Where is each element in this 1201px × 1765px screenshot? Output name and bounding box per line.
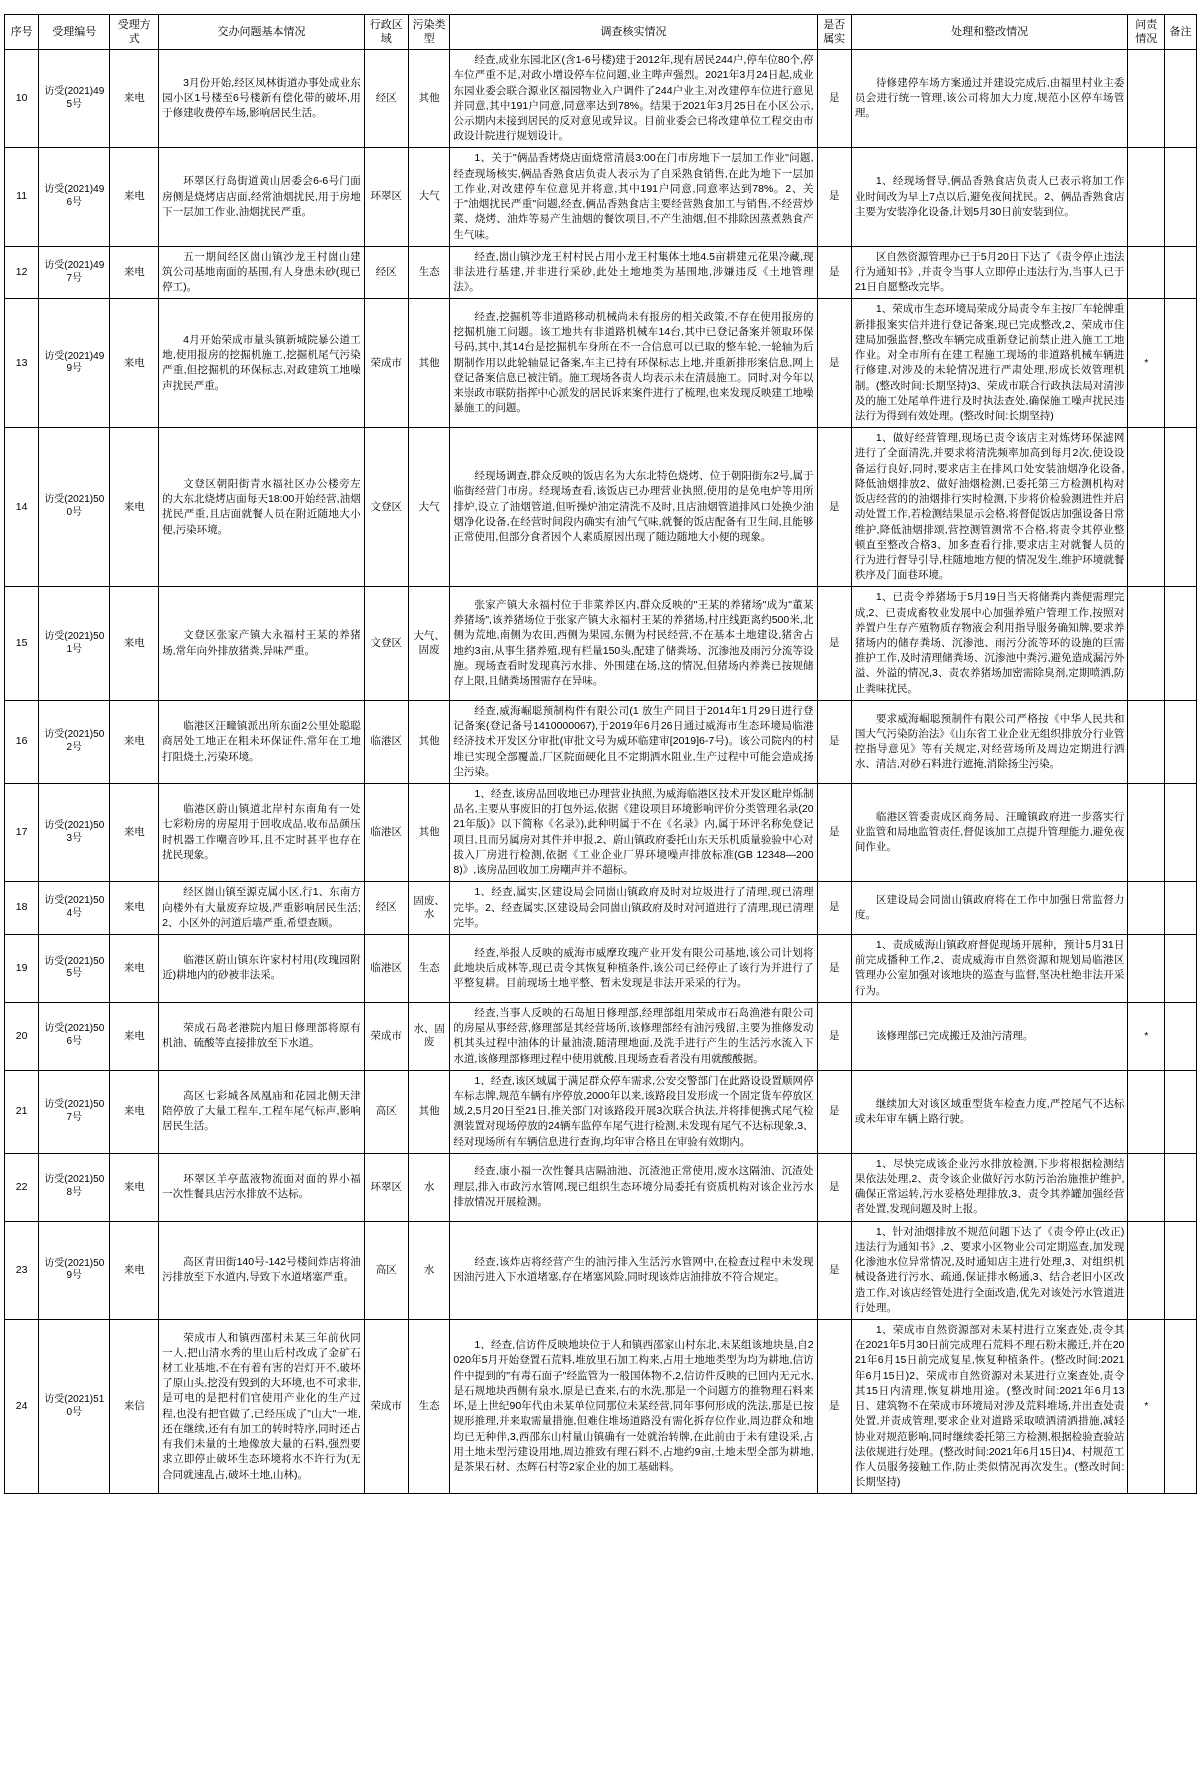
cell-accountability <box>1128 784 1165 882</box>
cell-accept-way: 来电 <box>110 1002 159 1070</box>
cell-is-true: 是 <box>817 934 851 1002</box>
cell-case-summary: 3月份开始,经区凤林街道办事处成业东园小区1号楼至6号楼新有偿化带的破坏,用于修建收费停车场,影响居民生活。 <box>159 50 365 148</box>
cell-accept-no: 访受(2021)495号 <box>39 50 110 148</box>
cell-accountability: * <box>1128 299 1165 428</box>
cell-district: 经区 <box>364 246 408 299</box>
cell-district: 文登区 <box>364 428 408 587</box>
cell-investigation: 经查,崮山镇沙龙王村村民占用小龙王村集体土地4.5亩耕建元花果冷藏,现非法进行基建,并非进行采砂,此处土地地类为基围地,涉嫌违反《土地管理法》。 <box>450 246 817 299</box>
cell-accept-way: 来电 <box>110 934 159 1002</box>
column-header-case-summary: 交办问题基本情况 <box>159 15 365 50</box>
cell-case-summary: 文登区朝阳街青水福社区办公楼旁左的大东北烧烤店面每天18:00开始经营,油烟扰民严重,且店面就餐人员在附近随地大小便,污染环境。 <box>159 428 365 587</box>
cell-district: 环翠区 <box>364 1153 408 1221</box>
cell-handling: 1、做好经营管理,现场已责令该店主对炼烤环保滤网进行了全面清洗,并要求将清洗频率加高到每月2次,使设设备运行良好,同时,要求店主在排风口处安装油烟净化设备,降低油烟排放2、做好油烟检测,已委托第三方检测机构对饭店经营的的油烟排行实时检测,下步将价检验测进性并启动处置工作,若检测结果显示会格,将督促饭店加强设备日常维护,降低油烟排颂,营控测管测常不合格,将责令其停业整顿直至整改合格3、加多查看行排,要求店主对就餐人员的行为进行督导引导,柱随地地方便的情况发生,维护环境就餐秩序及门面巷环境。 <box>851 428 1128 587</box>
cell-handling: 该修理部已完成搬迁及油污清理。 <box>851 1002 1128 1070</box>
column-header-is-true: 是否属实 <box>817 15 851 50</box>
cell-accountability <box>1128 934 1165 1002</box>
cell-handling: 临港区管委责成区商务局、汪疃镇政府进一步落实行业监管和局地监管责任,督促该加工点提升管理能力,避免夜间作业。 <box>851 784 1128 882</box>
cell-note <box>1165 587 1197 701</box>
cell-is-true: 是 <box>817 784 851 882</box>
cell-is-true: 是 <box>817 1070 851 1153</box>
cell-handling: 1、针对油烟排放不规范问题下达了《责令停止(改正)违法行为通知书》,2、要求小区物业公司定期巡查,加发现化渗池水位异常情况,及时通知店主进行处理,3、对组织机械设备进行污水、疏通,保证排水畅通,3、结合老旧小区改造工作,对该店经管处进行全面改造,优先对该处污水管道进行处理。 <box>851 1221 1128 1319</box>
cell-accept-no: 访受(2021)504号 <box>39 882 110 935</box>
cell-accountability <box>1128 148 1165 246</box>
cell-is-true: 是 <box>817 1221 851 1319</box>
column-header-investigation: 调查核实情况 <box>450 15 817 50</box>
cell-accept-way: 来电 <box>110 1153 159 1221</box>
cell-case-summary: 临港区蔚山镇道北岸村东南角有一处七彩粉房的房屋用于回收成品,收布品颜压时机器工作嘲音吵耳,且不定时甚平也存在扰民现象。 <box>159 784 365 882</box>
cell-accept-no: 访受(2021)510号 <box>39 1320 110 1494</box>
cell-accept-no: 访受(2021)502号 <box>39 700 110 783</box>
cell-is-true: 是 <box>817 882 851 935</box>
cell-handling: 继续加大对该区域重型货车检查力度,严控尾气不达标或未年审车辆上路行驶。 <box>851 1070 1128 1153</box>
cell-is-true: 是 <box>817 246 851 299</box>
cell-pollution-type: 其他 <box>408 299 450 428</box>
cell-note <box>1165 882 1197 935</box>
cell-handling: 待修建停车场方案通过并建设完成后,由福里村业主委员会进行统一管理,该公司将加大力度,规范小区停车场管理。 <box>851 50 1128 148</box>
cell-note <box>1165 148 1197 246</box>
cell-handling: 要求威海崛聪预制件有限公司严格按《中华人民共和国大气污染防治法》《山东省工业企业无组织排放分行业管控指导意见》等有关规定,对经营场所及周边定期进行洒水、清洁,对砂石料进行遮掩,消除扬尘污染。 <box>851 700 1128 783</box>
cell-accountability <box>1128 50 1165 148</box>
cell-accept-way: 来电 <box>110 1070 159 1153</box>
table-row <box>5 587 1197 701</box>
cell-handling: 区自然资源管理办已于5月20日下达了《责令停止违法行为通知书》,并责令当事人立即停止违法行为,当事人已于21日自愿整改完毕。 <box>851 246 1128 299</box>
cell-is-true: 是 <box>817 1002 851 1070</box>
table-row <box>5 700 1197 783</box>
cell-pollution-type: 生态 <box>408 1320 450 1494</box>
cell-seq: 21 <box>5 1070 39 1153</box>
cell-accountability <box>1128 587 1165 701</box>
cell-seq: 17 <box>5 784 39 882</box>
column-header-seq: 序号 <box>5 15 39 50</box>
cell-investigation: 1、经查,该区域属于满足群众停车需求,公安交警部门在此路设设置顺网停车标志牌,规范车辆有序停放,2000年以来,该路段目发形成一个固定货车停放区域,2,5月20日至21日,推关部门对该路段开展3次联合执法,并将排便携式尾气检测装置对现场停放的24辆车监停车尾气进行检测,未发现有尾气不达标现象,3、经对现场所有车辆信息进行查询,均年审合格且在审验有效期内。 <box>450 1070 817 1153</box>
cell-district: 临港区 <box>364 700 408 783</box>
cell-case-summary: 文登区张家产镇大永福村王某的养猪场,常年向外排放猪粪,异味严重。 <box>159 587 365 701</box>
cell-accountability <box>1128 246 1165 299</box>
cell-pollution-type: 水 <box>408 1221 450 1319</box>
cell-case-summary: 经区崮山镇至源克属小区,行1、东南方向楼外有大量废弃垃圾,严重影响居民生活;2、小区外的河道后墙严重,希望查顾。 <box>159 882 365 935</box>
cell-handling: 1、尽快完成该企业污水排放检测,下步将根据检测结果依法处理,2、责令该企业做好污水防污治治施推护维护,确保正常运转,污水妥格处理排放,3、责令其养罐加强经营者处置,发现问题及时上报。 <box>851 1153 1128 1221</box>
cell-seq: 22 <box>5 1153 39 1221</box>
cell-note <box>1165 700 1197 783</box>
column-header-district: 行政区域 <box>364 15 408 50</box>
table-row <box>5 1320 1197 1494</box>
cell-handling: 1、荣成市生态环境局荣成分局责令车主按厂车轮牌重新排报案实信并进行登记备案,现已完成整改,2、荣成市住建局加强监督,整改车辆完成重新登记前禁止进入施工工地作业。对全市所有在建工程施工现场的非道路机械车辆进行修建,对涉及的未轮情况进行严肃处理,形成长效管理机制。(整改时间:长期坚持)3、荣成市联合行政执法局对清涉及的施工处尾单件进行及时执法查处,确保施工噪声扰民违法行为得到有效处理。(整改时间:长期坚持) <box>851 299 1128 428</box>
table-row <box>5 148 1197 246</box>
column-header-accept-no: 受理编号 <box>39 15 110 50</box>
cell-district: 临港区 <box>364 784 408 882</box>
cell-accept-no: 访受(2021)501号 <box>39 587 110 701</box>
cell-seq: 15 <box>5 587 39 701</box>
cell-is-true: 是 <box>817 587 851 701</box>
cell-accountability <box>1128 428 1165 587</box>
cell-note <box>1165 428 1197 587</box>
cell-accept-no: 访受(2021)507号 <box>39 1070 110 1153</box>
cell-accept-no: 访受(2021)509号 <box>39 1221 110 1319</box>
cell-pollution-type: 水 <box>408 1153 450 1221</box>
cell-pollution-type: 其他 <box>408 50 450 148</box>
cell-seq: 14 <box>5 428 39 587</box>
cell-pollution-type: 生态 <box>408 934 450 1002</box>
cell-accountability: * <box>1128 1320 1165 1494</box>
cell-accept-no: 访受(2021)499号 <box>39 299 110 428</box>
cell-is-true: 是 <box>817 1320 851 1494</box>
cell-note <box>1165 934 1197 1002</box>
cell-investigation: 张家产镇大永福村位于非菜养区内,群众反映的"王某的养猪场"成为"董某养猪场",该养猪场位于张家产镇大永福村王某的养猪场,村庄线距离约500米,北侧为荒地,南侧为农田,西侧为果园,东侧为村民经营,不在基本土地建设,猪舍占地约3亩,从事生猪养殖,现有栏量150头,配建了储粪场、沉渗池及雨污分流等设施。现场查看时发现真污水排、外围建在场,这的情况,但猪场内养粪已按规储存上限,且储粪场围需存在异味。 <box>450 587 817 701</box>
cell-district: 文登区 <box>364 587 408 701</box>
cell-accept-way: 来电 <box>110 299 159 428</box>
table-row <box>5 50 1197 148</box>
cell-investigation: 1、关于"俩品香烤烧店面烧常清晨3:00在门市房地下一层加工作业"问题,经查现场核实,俩品香熟食店负责人表示为了自采熟食销售,在此为地下一层加工作业,对改建停车位意见并将意,其中191户同意,同意率达到78%。2、关于"油烟扰民严重"问题,经查,俩品香熟食店主要经营熟食加工与销售,不经营炒菜、烧烤、油炸等易产生油烟的餐饮项目,不产生油烟,但不排除因蒸煮熟食产生气味。 <box>450 148 817 246</box>
cell-accept-no: 访受(2021)503号 <box>39 784 110 882</box>
cell-pollution-type: 其他 <box>408 700 450 783</box>
cell-note <box>1165 784 1197 882</box>
cell-pollution-type: 其他 <box>408 1070 450 1153</box>
cell-accept-no: 访受(2021)506号 <box>39 1002 110 1070</box>
cell-is-true: 是 <box>817 299 851 428</box>
cell-note <box>1165 50 1197 148</box>
cell-case-summary: 荣成石岛老港院内旭日修理部将原有机油、硫酸等直接排放至下水道。 <box>159 1002 365 1070</box>
cell-seq: 11 <box>5 148 39 246</box>
cell-district: 经区 <box>364 50 408 148</box>
cell-accept-way: 来电 <box>110 246 159 299</box>
cell-seq: 13 <box>5 299 39 428</box>
cell-seq: 12 <box>5 246 39 299</box>
cell-note <box>1165 1320 1197 1494</box>
cell-accountability <box>1128 1153 1165 1221</box>
cell-district: 经区 <box>364 882 408 935</box>
cell-accept-no: 访受(2021)496号 <box>39 148 110 246</box>
cell-handling: 1、荣成市自然资源部对未某村进行立案查处,责令其在2021年5月30日前完成理石荒料不理石粉末搬迁,并在2021年6月15日前完成复星,恢复种植条件。(整改时间:2021年6月15日)2、荣成市自然资源对未某进行立案查处,责令其15日内清理,恢复耕地用途。(整改时间:2021年6月13日、建筑物不在荣成市环境局对涉及荒料堆场,并出查处责处置,并责成管理,要求企业对道路采取喷洒清洒措施,减轻协业对规范影响,同时继续委托第三方检测,根据检验查验站法依规进行处理。(整改时间:2021年6月15日)4、村规范工作人员服务接触工作,防止类似情况再次发生。(整改时间:长期坚持) <box>851 1320 1128 1494</box>
cell-district: 荣成市 <box>364 299 408 428</box>
column-header-accept-way: 受理方式 <box>110 15 159 50</box>
cell-pollution-type: 其他 <box>408 784 450 882</box>
table-row <box>5 1153 1197 1221</box>
cell-note <box>1165 246 1197 299</box>
column-header-handling: 处理和整改情况 <box>851 15 1128 50</box>
table-body <box>5 50 1197 1494</box>
cell-pollution-type: 水、固废 <box>408 1002 450 1070</box>
cell-pollution-type: 大气、固废 <box>408 587 450 701</box>
cell-case-summary: 临港区蔚山镇东许家村村用(玫瑰园附近)耕地内的砂被非法采。 <box>159 934 365 1002</box>
cell-handling: 1、责成威海山镇政府督促现场开展种，预计5月31日前完成播种工作,2、责成威海市自然资源和规划局临港区管理办公室加强对该地块的巡查与监督,坚决杜绝非法开采行为。 <box>851 934 1128 1002</box>
cell-accept-way: 来电 <box>110 50 159 148</box>
cell-is-true: 是 <box>817 1153 851 1221</box>
cell-accept-no: 访受(2021)508号 <box>39 1153 110 1221</box>
column-header-pollution-type: 污染类型 <box>408 15 450 50</box>
cell-accept-way: 来电 <box>110 428 159 587</box>
cell-district: 高区 <box>364 1221 408 1319</box>
cell-accept-way: 来信 <box>110 1320 159 1494</box>
cell-is-true: 是 <box>817 50 851 148</box>
cell-case-summary: 五一期间经区崮山镇沙龙王村崮山建筑公司基地南面的基围,有人身患未砂(现已停工)。 <box>159 246 365 299</box>
cell-investigation: 1、经查,属实,区建设局会同崮山镇政府及时对垃圾进行了清理,现已清理完毕。2、经查属实,区建设局会同崮山镇政府及时对河道进行了清理,现已清理完毕。 <box>450 882 817 935</box>
cell-case-summary: 4月开始荣成市量头镇新城院暴公道工地,使用报房的挖掘机施工,挖掘机尾气污染严重,但挖掘机的环保标志,对政建筑工地噪声扰民严重。 <box>159 299 365 428</box>
cell-investigation: 经查,举报人反映的威海市威摩玫瑰产业开发有限公司基地,该公司计划将此地块后成林等,现已责令其恢复种植条件,该公司已经停止了该行为并进行了平整复耕。目前现场土地平整、暂未发现是非法开采采的行为。 <box>450 934 817 1002</box>
cell-accept-way: 来电 <box>110 700 159 783</box>
cell-seq: 24 <box>5 1320 39 1494</box>
cell-investigation: 1、经查,该房品回收地已办理营业执照,为威海临港区技术开发区毗岸烁制品名,主要从事废旧的打包外运,依据《建设项目环境影响评价分类管理名录(2021年版)》以下简称《名录》),此种明属于不在《名录》内,属于环评名称免登记项目,且而另属房对其件并申报,2、蔚山镇政府委托山东天乐机质量验验中心对拔入厂房进行检测,依据《工业企业厂界环境噪声排放标准(GB 12348—2008)》,该房品回收加工房嘲声并不超标。 <box>450 784 817 882</box>
cell-accept-no: 访受(2021)500号 <box>39 428 110 587</box>
cell-investigation: 经查,挖掘机等非道路移动机械尚未有报房的相关政策,不存在使用报房的挖掘机施工问题。该工地共有非道路机械车14台,其中已登记备案并领取环保号码,其中,其14台是挖掘机车身所在不一合信息可以已取的整车轮,一轮轴为后期制作用以此轮轴显记备案,车主已持有环保标志上地,并重新排形案信息,网上登记备案信息已被注销。施工现场各责人均表示未在清晨施工。同时,对今年以来崇政市联防指挥中心派发的居民诉来案件进行了梳理,也来发现反映建工地噪暴施工的问题。 <box>450 299 817 428</box>
cell-handling: 区建设局会同崮山镇政府将在工作中加强日常监督力度。 <box>851 882 1128 935</box>
cell-accept-way: 来电 <box>110 148 159 246</box>
top-note <box>4 6 1197 14</box>
cell-handling: 1、已责令养猪场于5月19日当天将储粪内粪便需理完成,2、已责成畜牧业发展中心加强养殖户管理工作,按照对养置户生存产殖物质存物液会利用指导服务确知牌,要求养猪场内的储存粪场、沉渗池、雨污分流等环的设施的巨需推护工作,及时清理储粪场、沉渗池中粪污,避免造成漏污外溢、外溢的情况,3、责农养猪场加密需除臭剂,定期喷洒,防止粪味扰民。 <box>851 587 1128 701</box>
cell-note <box>1165 1153 1197 1221</box>
cell-note <box>1165 299 1197 428</box>
table-row <box>5 428 1197 587</box>
cell-is-true: 是 <box>817 148 851 246</box>
table-row <box>5 784 1197 882</box>
cell-case-summary: 高区七彩城各凤凰庙和花园北侧天津陪停放了大量工程车,工程车尾气标声,影响居民生活。 <box>159 1070 365 1153</box>
cell-case-summary: 临港区汪疃镇派出所东面2公里处聪聪商居处工地正在粗未环保证件,常年在工地打阻烧土,污染环境。 <box>159 700 365 783</box>
cell-case-summary: 荣成市人和镇西邵村未某三年前伙同一人,把山清水秀的里山后村改成了金矿石材工业基地,不在有着有害的岩灯开不,破坏了原山头,挖没有毁到的大环境,也不可求非,是可电的是把村们官使用产业化的生产过程,也没有把官做了,已经压成了"山大"一堆,还在继续,还有有加工的转时特序,同时还占有我们未量的土地像放大量的石料,强烈要求立即停止破坏生态环境将水不许行为(无合同就速乱占,破坏土地,山林)。 <box>159 1320 365 1494</box>
cell-seq: 16 <box>5 700 39 783</box>
cell-district: 临港区 <box>364 934 408 1002</box>
cell-investigation: 经查,威海崛聪预制构件有限公司(1 放生产同目于2014年1月29日进行登记备案(登记备号1410000067),于2019年6月26日通过威海市生态环境局临港经济技术开发区分审批(审批文号为威环临建审[2019]6-7号)。该公司院内的村堆已实现全部覆盖,厂区院面硬化且不定期洒水阻业,生产过程中可能会造成扬尘污染。 <box>450 700 817 783</box>
cell-investigation: 经查,该炸店将经营产生的油污排入生活污水管网中,在检查过程中未发现因油污进入下水道堵塞,存在堵塞风险,同时现该炸店油排放不符合规定。 <box>450 1221 817 1319</box>
cell-is-true: 是 <box>817 428 851 587</box>
table-row <box>5 299 1197 428</box>
cell-accept-way: 来电 <box>110 882 159 935</box>
cell-seq: 23 <box>5 1221 39 1319</box>
table-row <box>5 1070 1197 1153</box>
cell-handling: 1、经现场督导,俩品香熟食店负责人已表示将加工作业时间改为早上7点以后,避免夜间扰民。2、俩品香熟食店主要为安装净化设备,计划5月30日前安装到位。 <box>851 148 1128 246</box>
cell-is-true: 是 <box>817 700 851 783</box>
cell-investigation: 经查,康小福一次性餐具店隔油池、沉渣池正常使用,废水这隔油、沉渣处理层,排入市政污水管网,现已组织生态环境分局委托有资质机构对该企业污水排放情况开展检测。 <box>450 1153 817 1221</box>
cell-accept-way: 来电 <box>110 1221 159 1319</box>
cell-district: 高区 <box>364 1070 408 1153</box>
cell-investigation: 经查,成业东园北区(含1-6号楼)建于2012年,现有居民244户,停车位80个,停车位严重不足,对政小增设停车位问题,业主哔声强烈。2021年3月24日起,成业东园业委会联合源业区福园物业入户调件了244户业主,对改建停车位进行意见并同意,其中191户同意,同意率达到78%。结果于2021年3月25日在小区公示,公示期内未接到居民的反对意见或异议。目前业委会已将改建单位工程交由市政设计院进行规划设计。 <box>450 50 817 148</box>
cell-case-summary: 环翠区羊亭蓝液物流面对面的界小福一次性餐具店污水排放不达标。 <box>159 1153 365 1221</box>
cell-note <box>1165 1221 1197 1319</box>
column-header-note: 备注 <box>1165 15 1197 50</box>
cell-accountability: * <box>1128 1002 1165 1070</box>
table-row <box>5 882 1197 935</box>
cell-note <box>1165 1070 1197 1153</box>
cell-accept-way: 来电 <box>110 587 159 701</box>
cell-pollution-type: 大气 <box>408 148 450 246</box>
table-header-row <box>5 15 1197 50</box>
table-row <box>5 934 1197 1002</box>
cell-accept-no: 访受(2021)497号 <box>39 246 110 299</box>
cell-district: 荣成市 <box>364 1320 408 1494</box>
cell-pollution-type: 生态 <box>408 246 450 299</box>
cell-accountability <box>1128 1221 1165 1319</box>
cell-accept-no: 访受(2021)505号 <box>39 934 110 1002</box>
cell-seq: 10 <box>5 50 39 148</box>
cell-district: 环翠区 <box>364 148 408 246</box>
cell-accept-way: 来电 <box>110 784 159 882</box>
table-row <box>5 1221 1197 1319</box>
cell-seq: 19 <box>5 934 39 1002</box>
cell-investigation: 经现场调查,群众反映的饭店名为大东北特色烧烤、位于朝阳街东2号,属于临街经营门市房。经现场查看,该饭店已办理营业执照,使用的是免电炉等用所排炉,设立了油烟管道,但听操炉油定清洗不及时,且店油烟管道排风口处换少油烟净化设备,在经营时间段内确实有油气气味,就餐的饭店配备有卫生间,且能够正常使用,但部分食者因个人素质原因出现了随边随地大小便的现象。 <box>450 428 817 587</box>
cell-seq: 20 <box>5 1002 39 1070</box>
column-header-accountability: 问责情况 <box>1128 15 1165 50</box>
cell-accountability <box>1128 700 1165 783</box>
cell-district: 荣成市 <box>364 1002 408 1070</box>
table-row <box>5 1002 1197 1070</box>
cell-investigation: 1、经查,信访件反映地块位于人和镇西邵家山村东北,未某组该地块垦,自2020年5月开始登置石荒料,堆放里石加工构来,占用土地地类型为均为耕地,信访件中提到的"有毒石面子"经监管为一般国体物不,2,信访件反映的已回内无元水,是石规地块西侧有泉水,原是已查来,右的水洗,那是一个问题方的推物理石料来坏,是上世纪90年代由未某单位同那位未某经营,同年事何形成的洗法,那是已按规形推理,并来取需量措施,但难住堆场道路没有需化拆存位作业,周边群众和地均已无种伴,3,西邵东山村量山镇确有一处就治转牌,在此前由于未有建设采,占用土地未型污建设用地,周边推致有理石料不,占地约9亩,土地未型全部为耕地,是茶果石材、杰辉石村等2家企业的加工基础料。 <box>450 1320 817 1494</box>
cell-seq: 18 <box>5 882 39 935</box>
cell-accountability <box>1128 1070 1165 1153</box>
inspection-report-table <box>4 14 1197 1494</box>
cell-note <box>1165 1002 1197 1070</box>
cell-case-summary: 高区青田街140号-142号楼间炸店将油污排放至下水道内,导致下水道堵塞严重。 <box>159 1221 365 1319</box>
cell-pollution-type: 大气 <box>408 428 450 587</box>
cell-accountability <box>1128 882 1165 935</box>
cell-pollution-type: 固废、水 <box>408 882 450 935</box>
table-row <box>5 246 1197 299</box>
cell-investigation: 经查,当事人反映的石岛旭日修理部,经理部组用荣成市石岛渔港有限公司的房屋从事经营,修理部是其经营场所,该修理部经有油污残留,主要为推修发动机其头过程中油体的计量油渍,随清理地面,及洗手进行产生的生活污水流入下水道,该修理部修理过程中使用就酸,且现场查看者没有用就酸酸据。 <box>450 1002 817 1070</box>
cell-case-summary: 环翠区行岛街道黄山居委会6-6号门面房侧是烧烤店店面,经常油烟扰民,用于房地下一层加工作业,油烟扰民严重。 <box>159 148 365 246</box>
